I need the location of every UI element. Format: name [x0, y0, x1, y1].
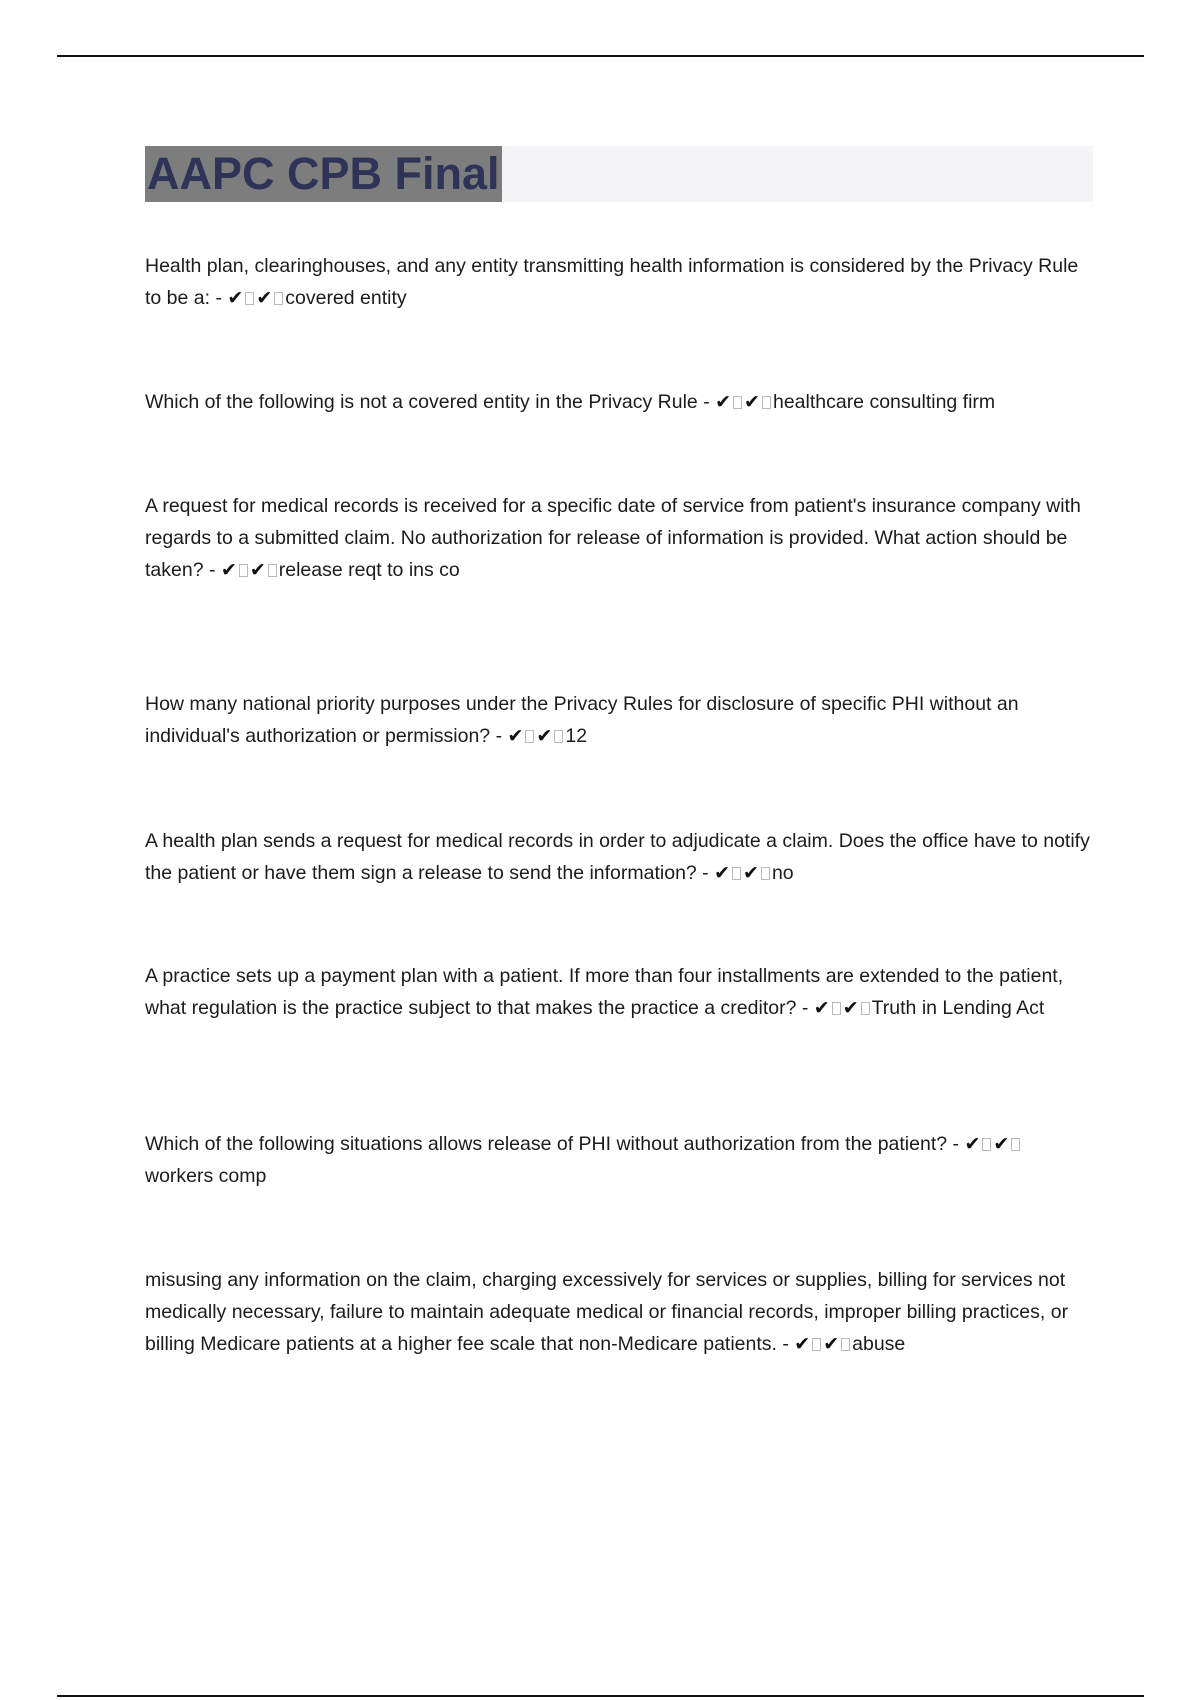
separator: - — [776, 1333, 795, 1355]
answer-text: workers comp — [145, 1165, 267, 1187]
box-icon — [762, 396, 771, 409]
qa-item — [145, 825, 1090, 889]
separator: - — [490, 725, 508, 747]
question-text: A practice sets up a payment plan with a patient. If more than four installments are extended to the patient, what regulation is the practice subject to that makes the practice a creditor? — [145, 965, 1064, 1019]
box-icon — [274, 292, 283, 305]
box-icon — [245, 292, 254, 305]
box-icon — [982, 1138, 991, 1151]
qa-item — [145, 1264, 1090, 1360]
page-title: AAPC CPB Final — [145, 146, 502, 202]
box-icon — [861, 1002, 870, 1015]
check-icon: ✔ — [813, 997, 830, 1019]
answer-text: 12 — [565, 725, 588, 747]
question-text: Health plan, clearinghouses, and any entity transmitting health information is considered by the Privacy Rule to be a: — [145, 255, 1079, 309]
question-text: A request for medical records is received for a specific date of service from patient's insurance company with regards to a submitted claim. No authorization for release of information is provided. What action should be taken? — [145, 495, 1081, 581]
box-icon — [733, 396, 742, 409]
check-icon: ✔ — [714, 862, 731, 884]
box-icon — [239, 564, 248, 577]
top-rule — [57, 55, 1144, 57]
question-text: Which of the following situations allows release of PHI without authorization from the patient? — [145, 1133, 948, 1155]
answer-text: abuse — [852, 1333, 906, 1355]
question-text: A health plan sends a request for medical records in order to adjudicate a claim. Does the office have to notify the patient or have them sign a release to send the information? — [145, 830, 1090, 884]
question-text: misusing any information on the claim, charging excessively for services or supplies, billing for services not medically necessary, failure to maintain adequate medical or financial records, improper billing practices, or billing Medicare patients at a higher fee scale that non-Medicare patients. — [145, 1269, 1069, 1355]
question-text: Which of the following is not a covered entity in the Privacy Rule — [145, 391, 698, 413]
check-icon: ✔ — [507, 725, 524, 747]
box-icon — [841, 1338, 850, 1351]
check-icon: ✔ — [220, 559, 237, 581]
check-icon: ✔ — [794, 1333, 811, 1355]
separator: - — [697, 391, 716, 413]
question-text: How many national priority purposes under the Privacy Rules for disclosure of specific PHI without an individual's authorization or permission? — [145, 693, 1019, 747]
separator: - — [696, 862, 715, 884]
check-icon: ✔ — [993, 1133, 1010, 1155]
separator: - — [947, 1133, 965, 1155]
qa-item — [145, 1128, 1090, 1192]
qa-item — [145, 490, 1090, 586]
box-icon — [268, 564, 277, 577]
check-icon: ✔ — [743, 862, 759, 884]
separator: - — [796, 997, 814, 1019]
check-icon: ✔ — [842, 997, 859, 1019]
separator: - — [203, 559, 221, 581]
qa-item — [145, 250, 1090, 314]
answer-text: covered entity — [285, 287, 407, 309]
check-icon: ✔ — [249, 559, 266, 581]
bottom-rule — [57, 1695, 1144, 1697]
box-icon — [554, 730, 563, 743]
separator: - — [210, 287, 228, 309]
qa-item — [145, 960, 1090, 1024]
answer-text: healthcare consulting firm — [772, 391, 996, 413]
answer-text: Truth in Lending Act — [871, 997, 1045, 1019]
box-icon — [1011, 1138, 1020, 1151]
answer-text: no — [771, 862, 794, 884]
answer-text: release reqt to ins co — [278, 559, 460, 581]
box-icon — [732, 867, 741, 880]
box-icon — [761, 867, 770, 880]
check-icon: ✔ — [227, 287, 244, 309]
check-icon: ✔ — [823, 1333, 840, 1355]
box-icon — [832, 1002, 841, 1015]
check-icon: ✔ — [256, 287, 273, 309]
qa-item — [145, 688, 1090, 752]
box-icon — [525, 730, 534, 743]
check-icon: ✔ — [715, 391, 732, 413]
check-icon: ✔ — [744, 391, 760, 413]
box-icon — [812, 1338, 821, 1351]
check-icon: ✔ — [964, 1133, 981, 1155]
check-icon: ✔ — [536, 725, 553, 747]
qa-item — [145, 386, 1090, 418]
